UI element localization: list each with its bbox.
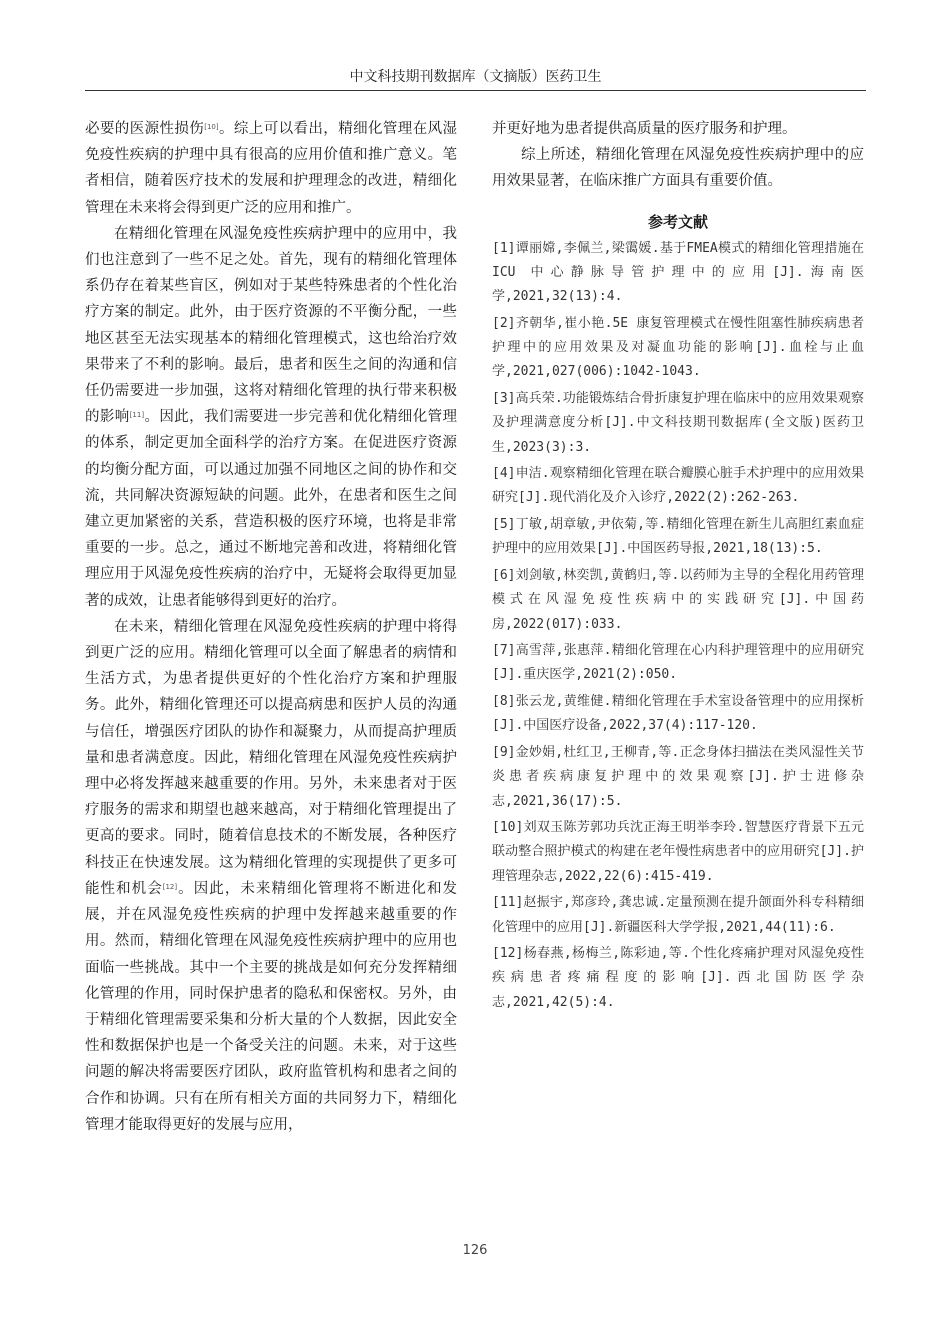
reference-list	[492, 237, 864, 1015]
reference-item: [12]杨春燕,杨梅兰,陈彩迪,等.个性化疼痛护理对风湿免疫性疾病患者疼痛程度的影响[J].西北国防医学杂志,2021,42(5):4.	[492, 946, 864, 1010]
reference-item: [2]齐朝华,崔小艳.5E 康复管理模式在慢性阻塞性肺疾病患者护理中的应用效果及对凝血功能的影响[J].血栓与止血学,2021,027(006):1042-1043.	[492, 315, 864, 380]
reference-item: [11]赵振宇,郑彦玲,龚忠诚.定量预测在提升颌面外科专科精细化管理中的应用[J].新疆医科大学学报,2021,44(11):6.	[492, 895, 864, 935]
citation-11: [11]	[129, 411, 145, 420]
reference-item: [5]丁敏,胡章敏,尹依菊,等.精细化管理在新生儿高胆红素血症护理中的应用效果[J].中国医药导报,2021,18(13):5.	[492, 517, 864, 557]
header-divider	[85, 90, 866, 91]
paragraph-text: 必要的医源性损伤	[85, 121, 205, 137]
reference-item: [3]高兵荣.功能锻炼结合骨折康复护理在临床中的应用效果观察及护理满意度分析[J].中文科技期刊数据库(全文版)医药卫生,2023(3):3.	[492, 390, 864, 455]
reference-item: [7]高雪萍,张惠萍.精细化管理在心内科护理管理中的应用研究[J].重庆医学,2021(2):050.	[492, 643, 864, 683]
right-column	[492, 116, 864, 1017]
paragraph-text: 。因此，我们需要进一步完善和优化精细化管理的体系，制定更加全面科学的治疗方案。在促进医疗资源的均衡分配方面，可以通过加强不同地区之间的协作和交流，共同解决资源短缺的问题。此外，在患者和医生之间建立更加紧密的关系，营造积极的医疗环境，也将是非常重要的一步。总之，通过不断地完善和改进，将精细化管理应用于风湿免疫性疾病的治疗中，无疑将会取得更加显著的成效，让患者能够得到更好的治疗。	[85, 409, 457, 609]
conclusion-paragraph: 综上所述，精细化管理在风湿免疫性疾病护理中的应用效果显著，在临床推广方面具有重要价值。	[492, 147, 864, 190]
journal-header: 中文科技期刊数据库（文摘版）医药卫生	[349, 69, 602, 85]
references-heading: 参考文献	[647, 212, 708, 231]
reference-item: [6]刘剑敏,林奕凯,黄鹤归,等.以药师为主导的全程化用药管理模式在风湿免疫性疾病中的实践研究[J].中国药房,2022(017):033.	[492, 567, 864, 632]
reference-item: [9]金妙娟,杜红卫,王柳青,等.正念身体扫描法在类风湿性关节炎患者疾病康复护理中的效果观察[J].护士进修杂志,2021,36(17):5.	[492, 744, 864, 809]
reference-item: [10]刘双玉陈芳郭功兵沈正海王明举李玲.智慧医疗背景下五元联动整合照护模式的构建在老年慢性病患者中的应用研究[J].护理管理杂志,2022,22(6):415-419.	[492, 820, 864, 884]
reference-item: [1]谭丽嫦,李佩兰,梁霭媛.基于FMEA模式的精细化管理措施在 ICU 中心静脉导管护理中的应用[J].海南医学,2021,32(13):4.	[492, 240, 864, 305]
paragraph-2	[85, 221, 457, 614]
citation-10: [10]	[204, 123, 219, 131]
reference-item: [4]申洁.观察精细化管理在联合瓣膜心脏手术护理中的应用效果研究[J].现代消化及介入诊疗,2022(2):262-263.	[492, 466, 864, 506]
left-column	[85, 116, 457, 1138]
page-number: 126	[462, 1243, 488, 1258]
paragraph-continued: 并更好地为患者提供高质量的医疗服务和护理。	[492, 121, 797, 137]
paragraph-text: 。因此，未来精细化管理将不断进化和发展，并在风湿免疫性疾病的护理中发挥越来越重要的作用。然而，精细化管理在风湿免疫性疾病护理中的应用也面临一些挑战。其中一个主要的挑战是如何充分发挥精细化管理的作用，同时保护患者的隐私和保密权。另外，由于精细化管理需要采集和分析大量的个人数据，因此安全性和数据保护也是一个备受关注的问题。未来，对于这些问题的解决将需要医疗团队，政府监管机构和患者之间的合作和协调。只有在所有相关方面的共同努力下，精细化管理才能取得更好的发展与应用，	[85, 880, 458, 1133]
paragraph-text: 在未来，精细化管理在风湿免疫性疾病的护理中将得到更广泛的应用。精细化管理可以全面了解患者的病情和生活方式，为患者提供更好的个性化治疗方案和护理服务。此外，精细化管理还可以提高病患和医护人员的沟通与信任，增强医疗团队的协作和凝聚力，从而提高护理质量和患者满意度。因此，精细化管理在风湿免疫性疾病护理中必将发挥越来越重要的作用。另外，未来患者对于医疗服务的需求和期望也越来越高，对于精细化管理提出了更高的要求。同时，随着信息技术的不断发展，各种医疗科技正在快速发展。这为精细化管理的实现提供了更多可能性和机会	[85, 618, 457, 897]
paragraph-text: 在精细化管理在风湿免疫性疾病护理中的应用中，我们也注意到了一些不足之处。首先，现有的精细化管理体系仍存在着某些盲区，例如对于某些特殊患者的个性化治疗方案的制定。此外，由于医疗资源的不平衡分配，一些地区甚至无法实现基本的精细化管理模式，这也给治疗效果带来了不利的影响。最后，患者和医生之间的沟通和信任仍需要进一步加强，这将对精细化管理的执行带来积极的影响	[85, 225, 457, 426]
paragraph-3	[85, 614, 457, 1138]
paragraph-1	[85, 116, 457, 221]
citation-12: [12]	[162, 882, 178, 891]
reference-item: [8]张云龙,黄维健.精细化管理在手术室设备管理中的应用探析[J].中国医疗设备,2022,37(4):117-120.	[492, 694, 864, 734]
paragraph-text: 。综上可以看出，精细化管理在风湿免疫性疾病的护理中具有很高的应用价值和推广意义。笔者相信，随着医疗技术的发展和护理理念的改进，精细化管理在未来将会得到更广泛的应用和推广。	[85, 121, 458, 216]
